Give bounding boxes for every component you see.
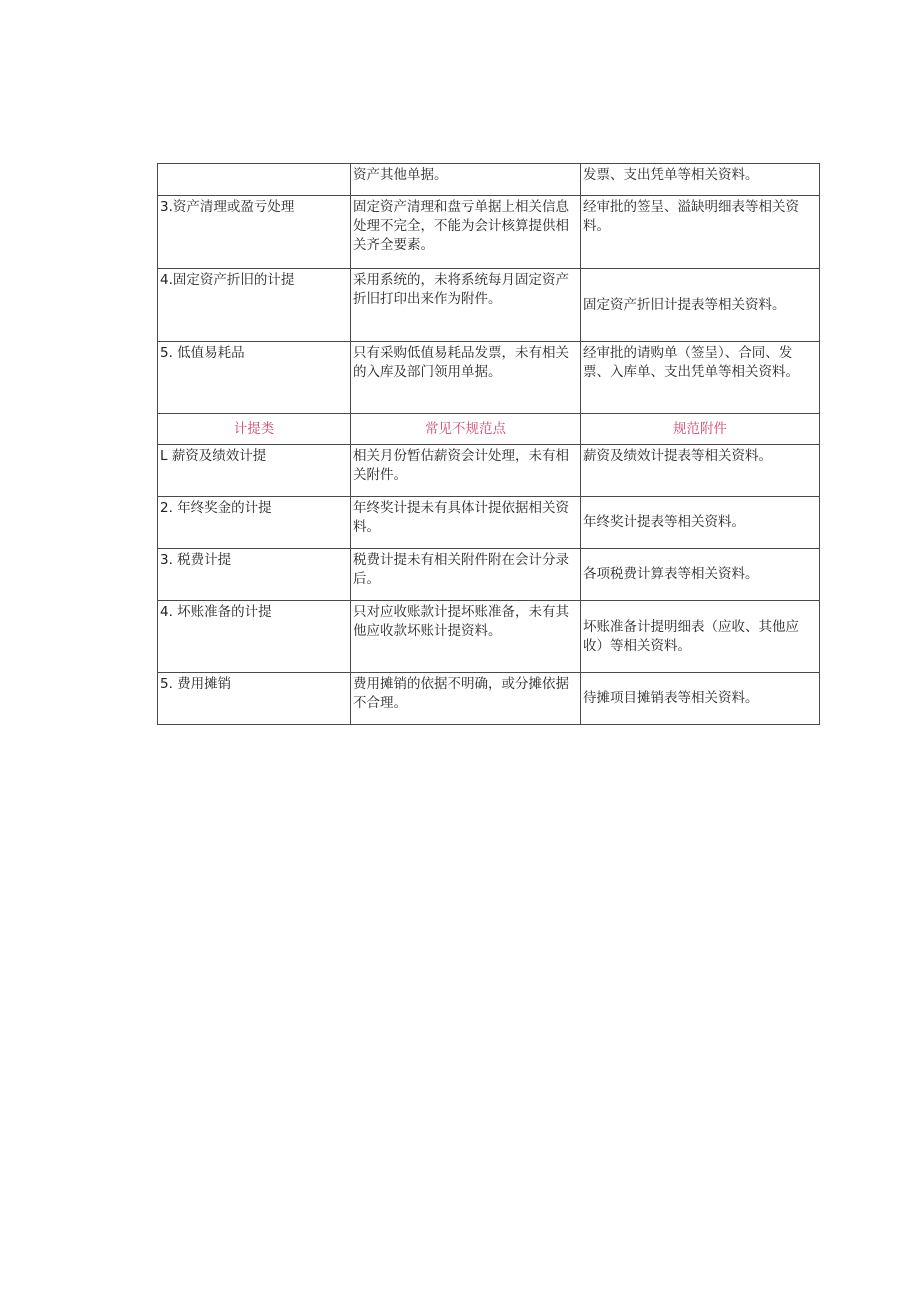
section-header-row — [158, 414, 820, 445]
section-header-issue: 常见不规范点 — [351, 414, 581, 445]
row-item-label: 3.资产清理或盈亏处理 — [158, 196, 351, 269]
table-row — [158, 549, 820, 601]
row-issue-text: 只对应收账款计提坏账准备，未有其他应收款坏账计提资料。 — [351, 601, 581, 673]
row-item-label: 5. 低值易耗品 — [158, 342, 351, 414]
section-header-category: 计提类 — [158, 414, 351, 445]
row-issue-text: 税费计提未有相关附件附在会计分录后。 — [351, 549, 581, 601]
table-row — [158, 497, 820, 549]
row-issue-text: 固定资产清理和盘亏单据上相关信息处理不完全，不能为会计核算提供相关齐全要素。 — [351, 196, 581, 269]
table-row — [158, 196, 820, 269]
attachment-standards-table — [157, 163, 820, 725]
row-attachment-text: 经审批的签呈、溢缺明细表等相关资料。 — [581, 196, 820, 269]
table-row — [158, 601, 820, 673]
row-item-label: 3. 税费计提 — [158, 549, 351, 601]
table-row — [158, 445, 820, 497]
row-issue-text: 资产其他单据。 — [351, 164, 581, 196]
row-item-label: 5. 费用摊销 — [158, 673, 351, 725]
row-attachment-text: 待摊项目摊销表等相关资料。 — [581, 673, 820, 725]
row-item-label: 2. 年终奖金的计提 — [158, 497, 351, 549]
row-attachment-text: 经审批的请购单（签呈）、合同、发票、入库单、支出凭单等相关资料。 — [581, 342, 820, 414]
row-issue-text: 年终奖计提未有具体计提依据相关资料。 — [351, 497, 581, 549]
row-item-label: 4. 坏账准备的计提 — [158, 601, 351, 673]
row-issue-text: 相关月份暂估薪资会计处理，未有相关附件。 — [351, 445, 581, 497]
table-row — [158, 269, 820, 342]
row-attachment-text: 各项税费计算表等相关资料。 — [581, 549, 820, 601]
row-item-label — [158, 164, 351, 196]
row-item-label: 4.固定资产折旧的计提 — [158, 269, 351, 342]
row-issue-text: 只有采购低值易耗品发票，未有相关的入库及部门领用单据。 — [351, 342, 581, 414]
row-issue-text: 采用系统的，未将系统每月固定资产折旧打印出来作为附件。 — [351, 269, 581, 342]
row-attachment-text: 坏账准备计提明细表（应收、其他应收）等相关资料。 — [581, 601, 820, 673]
row-item-label: L 薪资及绩效计提 — [158, 445, 351, 497]
row-attachment-text: 固定资产折旧计提表等相关资料。 — [581, 269, 820, 342]
row-attachment-text: 年终奖计提表等相关资料。 — [581, 497, 820, 549]
section-header-attachment: 规范附件 — [581, 414, 820, 445]
row-issue-text: 费用摊销的依据不明确，或分摊依据不合理。 — [351, 673, 581, 725]
table-row — [158, 673, 820, 725]
table-row — [158, 164, 820, 196]
row-attachment-text: 薪资及绩效计提表等相关资料。 — [581, 445, 820, 497]
row-attachment-text: 发票、支出凭单等相关资料。 — [581, 164, 820, 196]
table-row — [158, 342, 820, 414]
